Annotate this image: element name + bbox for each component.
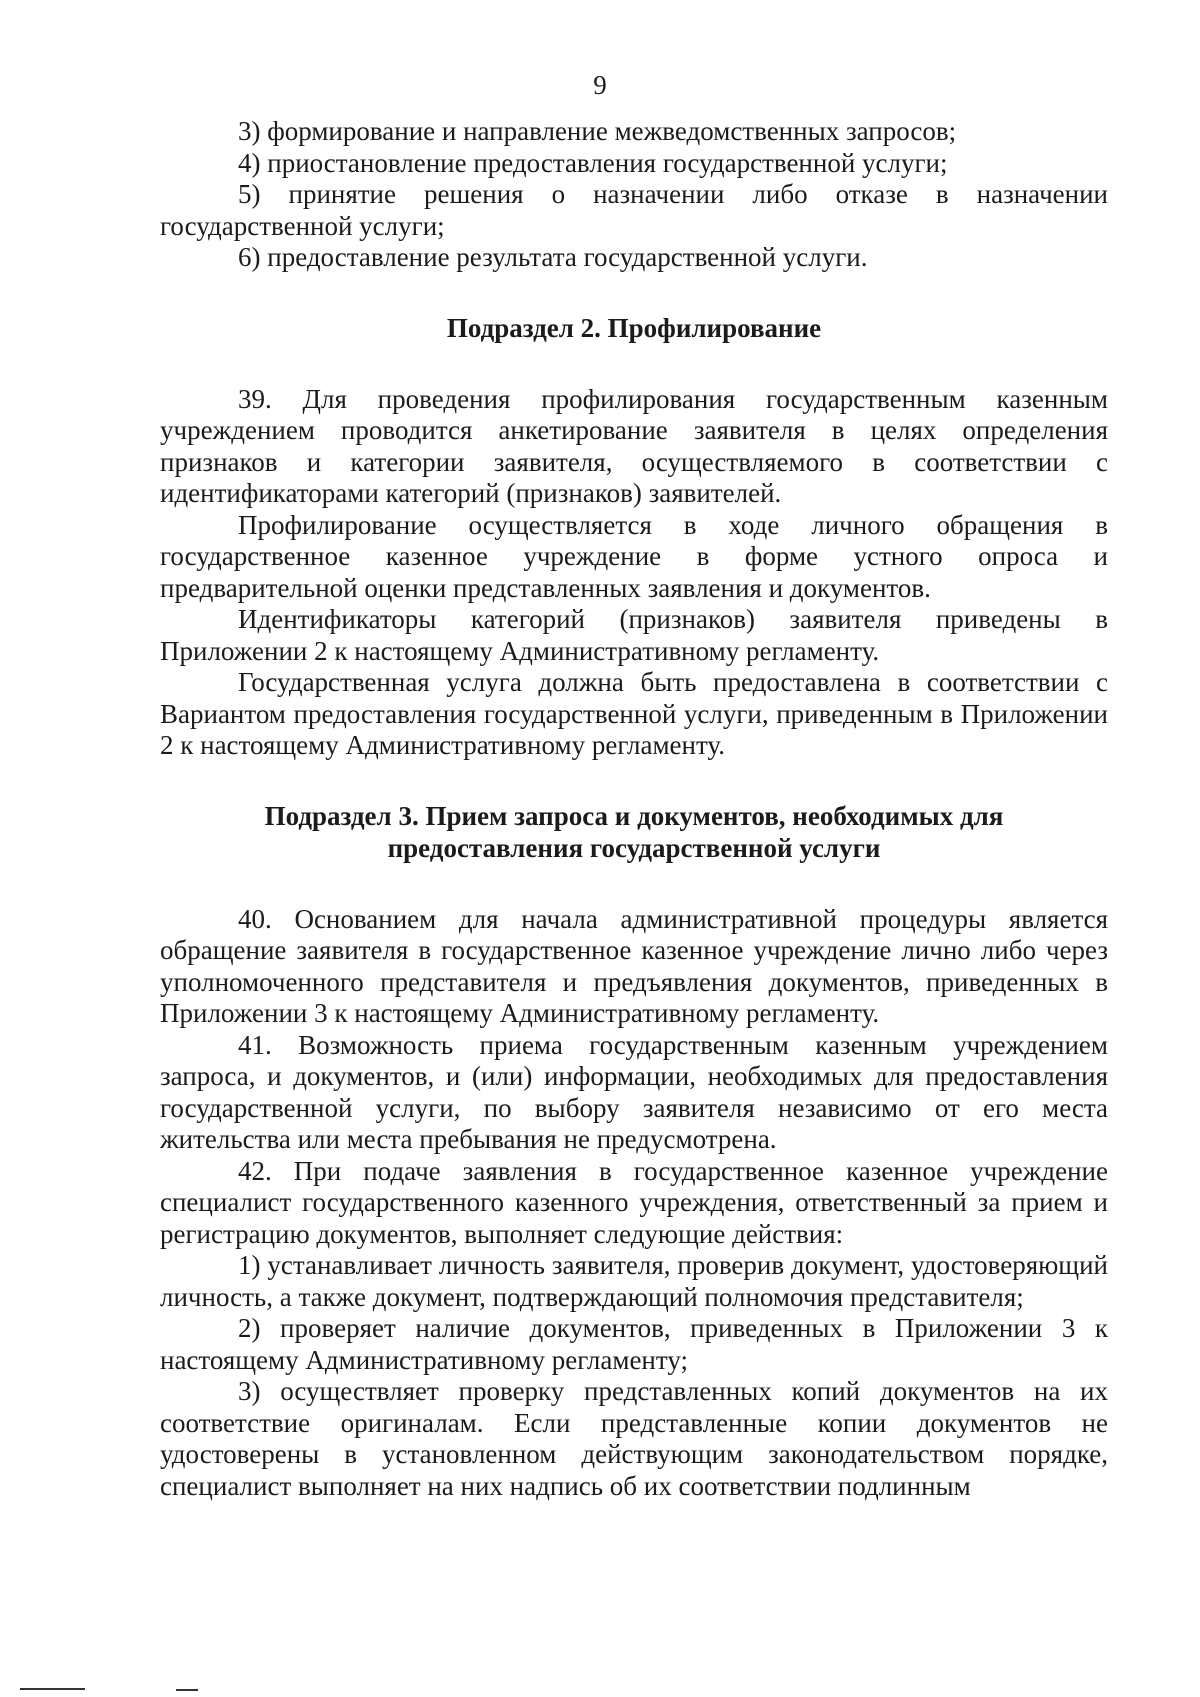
- page-number: 9: [593, 70, 607, 100]
- list-item-3: 3) формирование и направление межведомственных запросов;: [238, 116, 957, 146]
- paragraph-profiling: Профилирование осуществляется в ходе личного обращения в государственное казенное учреждение в форме устного опроса и предварительной оценки представленных заявления и документов.: [160, 509, 1108, 603]
- paragraph-variant: Государственная услуга должна быть предоставлена в соответствии с Вариантом предоставления государственной услуги, приведенным в Приложении 2 к настоящему Административному регламенту.: [160, 667, 1108, 760]
- list-item-4: 4) приостановление предоставления государственной услуги;: [238, 147, 948, 178]
- document-body: [160, 116, 1108, 1502]
- paragraph-40: 40. Основанием для начала административной процедуры является обращение заявителя в государственное казенное учреждение лично либо через уполномоченного представителя и предъявления документов, приведенных в Приложении 3 к настоящему Административному регламенту.: [160, 903, 1108, 1028]
- section-2-heading: Подраздел 2. Профилирование: [446, 312, 822, 343]
- paragraph-42-item-1: 1) устанавливает личность заявителя, проверив документ, удостоверяющий личность, а также документ, подтверждающий полномочия представителя;: [160, 1250, 1108, 1312]
- scan-artifact-mark: [176, 1689, 198, 1691]
- section-3-heading-line-1: Подраздел 3. Прием запроса и документов, необходимых для: [264, 800, 1004, 831]
- paragraph-identifiers: Идентификаторы категорий (признаков) заявителя приведены в Приложении 2 к настоящему Административному регламенту.: [160, 604, 1108, 666]
- paragraph-41: 41. Возможность приема государственным казенным учреждением запроса, и документов, и (или) информации, необходимых для предоставления государственной услуги, по выбору заявителя независимо от его места жительства или места пребывания не предусмотрена.: [160, 1029, 1108, 1154]
- section-3-heading-line-2: предоставления государственной услуги: [387, 832, 881, 863]
- paragraph-42-item-3: 3) осуществляет проверку представленных копий документов на их соответствие оригиналам. Если представленные копии документов не удостоверены в установленном действующим законодательством порядке, специалист выполняет на них надпись об их соответствии подлинным: [160, 1376, 1108, 1501]
- footnote-rule: [20, 1688, 85, 1690]
- paragraph-42-item-2: 2) проверяет наличие документов, приведенных в Приложении 3 к настоящему Административному регламенту;: [160, 1313, 1108, 1375]
- paragraph-42: 42. При подаче заявления в государственное казенное учреждение специалист государственного казенного учреждения, ответственный за прием и регистрацию документов, выполняет следующие действия:: [160, 1155, 1108, 1249]
- section-3-heading: [160, 800, 1108, 864]
- list-item-6: 6) предоставление результата государственной услуги.: [238, 242, 868, 272]
- paragraph-39: 39. Для проведения профилирования государственным казенным учреждением проводится анкетирование заявителя в целях определения признаков и категории заявителя, осуществляемого в соответствии с идентификаторами категорий (признаков) заявителей.: [160, 383, 1108, 508]
- list-item-5: 5) принятие решения о назначении либо отказе в назначении государственной услуги;: [160, 179, 1108, 241]
